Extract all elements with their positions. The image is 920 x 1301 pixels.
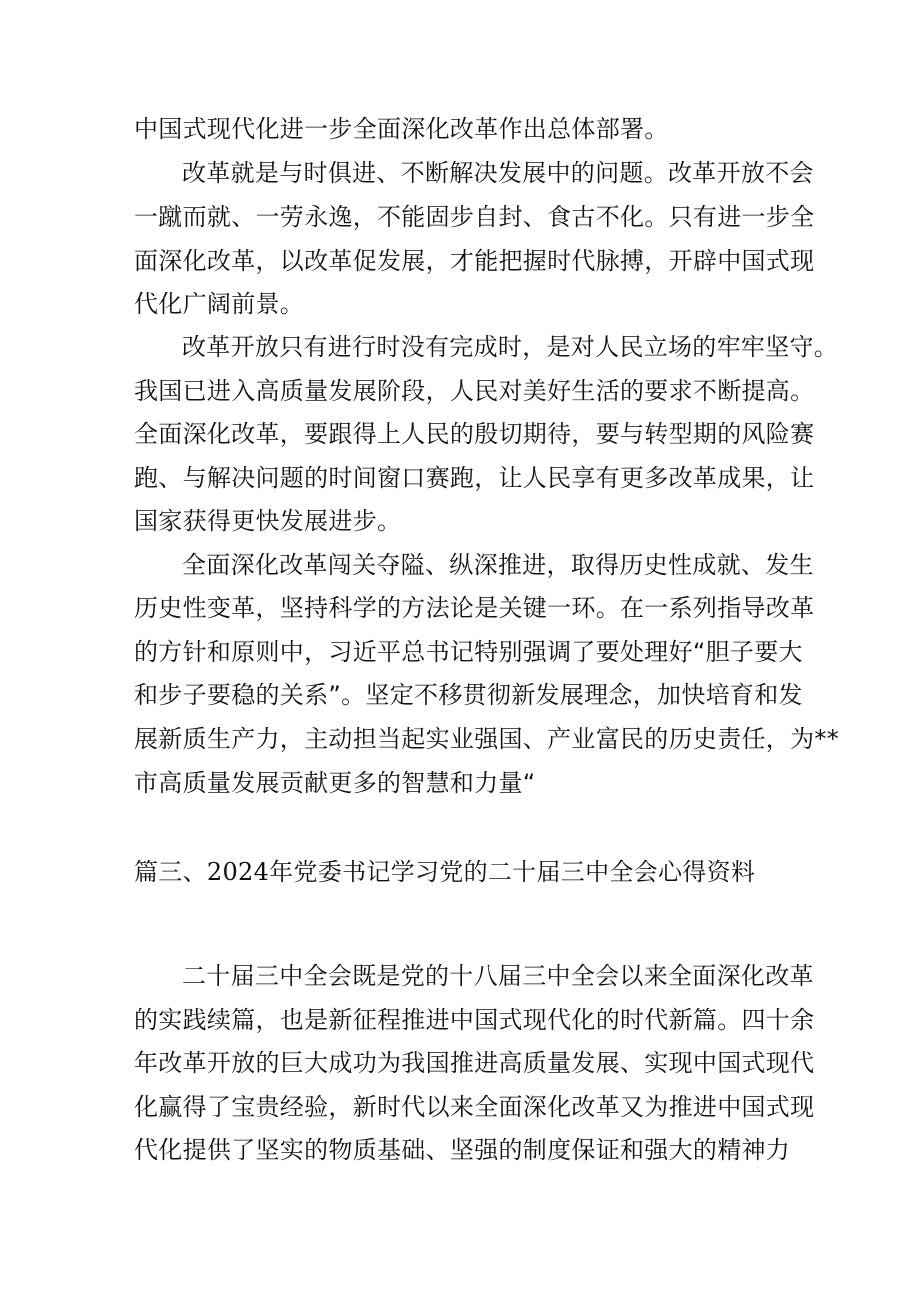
paragraph-3-line-5: 国家获得更快发展进步。 bbox=[134, 507, 402, 535]
paragraph-5-line-1: 二十届三中全会既是党的十八届三中全会以来全面深化改革 bbox=[182, 962, 814, 990]
paragraph-2-line-3: 面深化改革，以改革促发展，才能把握时代脉搏，开辟中国式现 bbox=[134, 247, 815, 275]
paragraph-3-line-1: 改革开放只有进行时没有完成时，是对人民立场的牢牢坚守。 bbox=[182, 333, 839, 361]
paragraph-2-line-2: 一蹴而就、一劳永逸，不能固步自封、食古不化。只有进一步全 bbox=[134, 203, 815, 231]
paragraph-3-line-3: 全面深化改革，要跟得上人民的殷切期待，要与转型期的风险赛 bbox=[134, 420, 815, 448]
paragraph-3-line-2: 我国已进入高质量发展阶段，人民对美好生活的要求不断提高。 bbox=[134, 377, 815, 405]
paragraph-2-line-1: 改革就是与时俱进、不断解决发展中的问题。改革开放不会 bbox=[182, 159, 814, 187]
paragraph-4-line-6: 市高质量发展贡献更多的智慧和力量“ bbox=[134, 769, 536, 797]
paragraph-4-line-3: 的方针和原则中，习近平总书记特别强调了要处理好“胆子要大 bbox=[134, 638, 803, 666]
paragraph-1-line-1: 中国式现代化进一步全面深化改革作出总体部署。 bbox=[134, 115, 669, 143]
paragraph-5-line-2: 的实践续篇，也是新征程推进中国式现代化的时代新篇。四十余 bbox=[134, 1006, 815, 1034]
paragraph-5-line-5: 代化提供了坚实的物质基础、坚强的制度保证和强大的精神力 bbox=[134, 1136, 791, 1164]
paragraph-4-line-4: 和步子要稳的关系”。坚定不移贯彻新发展理念，加快培育和发 bbox=[134, 681, 803, 709]
paragraph-5-line-3: 年改革开放的巨大成功为我国推进高质量发展、实现中国式现代 bbox=[134, 1049, 815, 1077]
paragraph-5-line-4: 化赢得了宝贵经验，新时代以来全面深化改革又为推进中国式现 bbox=[134, 1093, 815, 1121]
section-heading: 篇三、2024年党委书记学习党的二十届三中全会心得资料 bbox=[134, 858, 756, 886]
paragraph-4-line-5: 展新质生产力，主动担当起实业强国、产业富民的历史责任，为** bbox=[134, 725, 839, 753]
paragraph-4-line-2: 历史性变革，坚持科学的方法论是关键一环。在一系列指导改革 bbox=[134, 594, 815, 622]
paragraph-2-line-4: 代化广阔前景。 bbox=[134, 290, 305, 318]
paragraph-3-line-4: 跑、与解决问题的时间窗口赛跑，让人民享有更多改革成果，让 bbox=[134, 464, 815, 492]
paragraph-4-line-1: 全面深化改革闯关夺隘、纵深推进，取得历史性成就、发生 bbox=[182, 551, 814, 579]
